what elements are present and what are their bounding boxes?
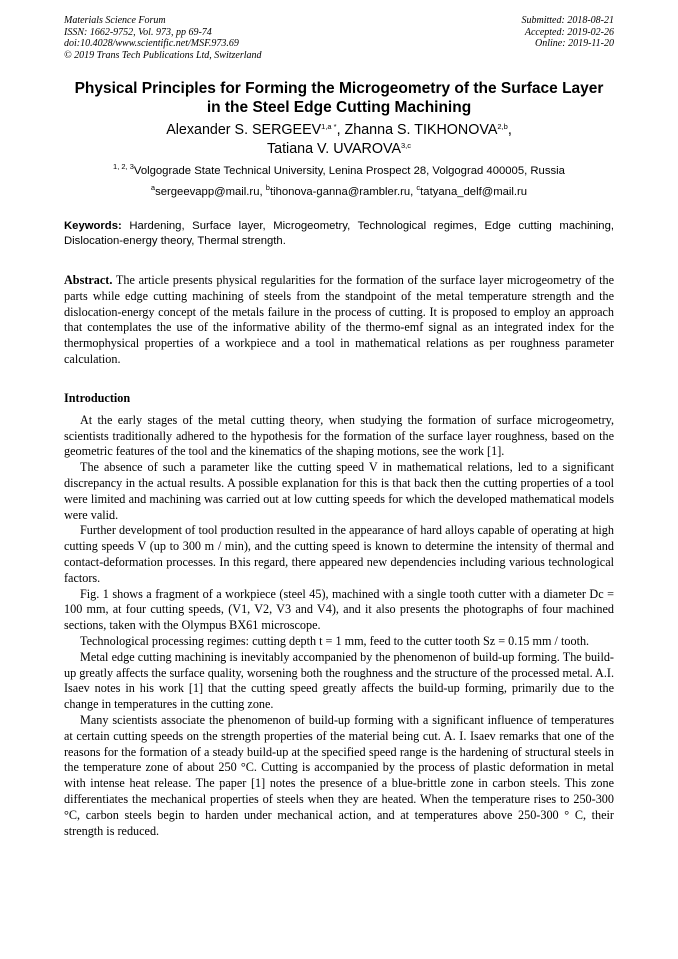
abstract-text: The article presents physical regularities for the formation of the surface layer microgeometry of the parts while edge cutting machining of steels from the standpoint of the metal temperature strength and the dislocation-energy concept of the metals failure in the process of cutting. It is proposed to employ an approach that contemplates the use of the informative ability of the thermo-emf signal as an integrated index for the thermophysical properties of a workpiece and a tool in mathematical relations as per roughness parameter calculation. — [64, 273, 614, 366]
authors-line-2 — [64, 140, 614, 159]
copyright-line: © 2019 Trans Tech Publications Ltd, Switzerland — [64, 49, 262, 61]
publication-header — [64, 15, 614, 61]
author-separator: , — [507, 122, 512, 138]
author-name: Zhanna S. TIKHONOVA — [344, 122, 498, 138]
affiliation-superscript: 1, 2, 3 — [113, 162, 134, 171]
title-line-2: in the Steel Edge Cutting Machining — [206, 99, 472, 116]
email-superscript: b — [265, 183, 270, 192]
paragraph: The absence of such a parameter like the cutting speed V in mathematical relations, led to a significant discrepancy in the actual results. A possible explanation for this is that back then the cutting properties of a tool were limited and machining was carried out at low cutting speeds for which the developed mathematical models were valid. — [64, 460, 614, 522]
affiliation — [64, 164, 614, 178]
keywords-text: Hardening, Surface layer, Microgeometry, Technological regimes, Edge cutting machining, Dislocation-energy theory, Thermal strength. — [64, 220, 614, 247]
email-address: sergeevapp@mail.ru, — [155, 186, 266, 198]
paper-page — [64, 15, 614, 839]
email-address: tihonova-ganna@rambler.ru, — [269, 186, 417, 198]
author-superscript: 3,c — [401, 140, 412, 150]
email-superscript: c — [416, 183, 421, 192]
section-heading-introduction: Introduction — [64, 390, 131, 405]
email-superscript: a — [150, 183, 156, 192]
author-separator: , — [336, 122, 345, 138]
keywords-label: Keywords: — [64, 220, 122, 232]
paragraph: Fig. 1 shows a fragment of a workpiece (steel 45), machined with a single tooth cutter with a diameter Dc = 100 mm, at four cutting speeds, (V1, V2, V3 and V4), and it also presents the photographs of four machined sections, taken with the Olympus BX61 microscope. — [64, 586, 614, 633]
author-list — [64, 121, 614, 158]
paragraph: Metal edge cutting machining is inevitably accompanied by the phenomenon of build-up forming. The build-up greatly affects the surface quality, worsening both the roughness and the structure of the processed metal. A.I. Isaev notes in his work [1] that the cutting speed greatly affects the build-up forming, primarily due to the change in temperatures in the cutting zone. — [64, 649, 614, 712]
paper-title — [64, 79, 614, 117]
journal-name: Materials Science Forum — [64, 15, 166, 26]
author-name: Alexander S. SERGEEV — [166, 122, 322, 138]
introduction-body — [64, 413, 614, 840]
online-date: Online: 2019-11-20 — [535, 38, 614, 49]
authors-line-1 — [64, 121, 614, 140]
doi-line: doi:10.4028/www.scientific.net/MSF.973.69 — [64, 38, 239, 49]
abstract — [64, 273, 614, 368]
abstract-label: Abstract. — [64, 273, 113, 287]
paragraph: At the early stages of the metal cutting theory, when studying the formation of surface microgeometry, scientists traditionally adhered to the hypothesis for the formation of the surface layer roughness, based on the geometric features of the tool and the kinematics of the shaping motions, see the work [1]. — [64, 412, 614, 459]
author-superscript: 1,a * — [321, 122, 337, 131]
affiliation-text: Volgograde State Technical University, Lenina Prospect 28, Volgograd 400005, Russia — [133, 165, 565, 177]
email-address: tatyana_delf@mail.ru — [420, 186, 528, 198]
author-superscript: 2,b — [497, 122, 508, 131]
issn-line: ISSN: 1662-9752, Vol. 973, pp 69-74 — [64, 26, 212, 38]
submitted-date: Submitted: 2018-08-21 — [521, 15, 614, 26]
journal-info — [64, 15, 262, 61]
submission-dates — [522, 15, 615, 61]
accepted-date: Accepted: 2019-02-26 — [524, 26, 614, 38]
author-name: Tatiana V. UVAROVA — [266, 140, 402, 157]
email-list — [64, 185, 614, 199]
keywords — [64, 219, 614, 249]
title-line-1: Physical Principles for Forming the Microgeometry of the Surface Layer — [74, 80, 604, 97]
paragraph: Further development of tool production resulted in the appearance of hard alloys capable of operating at high cutting speeds V (up to 300 m / min), and the cutting speed is known to determine the intensity of thermal and contact-deformation processes. In this regard, there appeared new dependencies including various technological factors. — [64, 523, 614, 585]
paragraph: Many scientists associate the phenomenon of build-up forming with a significant influence of temperatures at certain cutting speeds on the strength properties of the material being cut. A. I. Isaev remarks that one of the reasons for the formation of a steady build-up at the specified speed range is the hardening of structural steels in the temperature zone of about 250 °C. Cutting is accompanied by the process of plastic deformation in metal with intense heat release. The paper [1] notes the presence of a blue-brittle zone in carbon steels. This zone differentiates the mechanical properties of steels when they are heated. When the temperature rises to 250-300 °C, carbon steels begin to harden under mechanical action, and at temperatures above 250-300 ° C, their strength is reduced. — [64, 712, 614, 838]
paragraph: Technological processing regimes: cutting depth t = 1 mm, feed to the cutter tooth Sz = 0.15 mm / tooth. — [80, 633, 590, 648]
